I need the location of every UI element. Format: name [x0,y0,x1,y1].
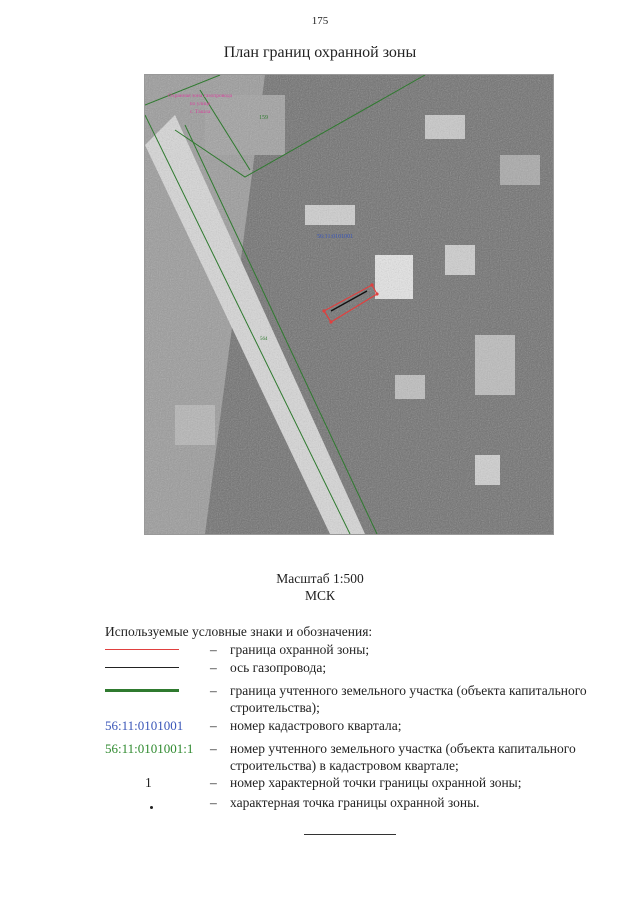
legend-title: Используемые условные знаки и обозначения: [105,624,373,639]
page-number: 175 [311,15,329,27]
legend-text: номер учтенного земельного участка (объекта капитального строительства) в кадастровом квартале; [230,741,576,773]
scale-block [0,570,640,604]
legend-text: ось газопровода; [230,660,327,675]
bottom-rule [304,834,396,835]
svg-text:по улице: по улице [189,101,211,107]
point-dot-symbol [150,806,153,809]
black-line-symbol [105,667,179,668]
green-line-symbol [105,689,179,692]
legend-text: характерная точка границы охранной зоны. [230,795,480,810]
parcel-number-sample: 56:11:0101001:1 [105,741,194,756]
aerial-map [144,74,554,535]
quarter-number-sample: 56:11:0101001 [105,718,184,733]
coordinate-system: МСК [304,588,335,603]
legend-text: номер характерной точки границы охранной зоны; [230,775,522,790]
parcel-label-top: 159 [259,115,268,121]
page-title: План границ охранной зоны [223,44,417,61]
legend-text: граница охранной зоны; [230,642,370,657]
red-line-symbol [105,649,179,650]
point-number-sample: 1 [145,775,152,790]
scale-label: Масштаб 1:500 [276,571,364,586]
quarter-label: 56:11:0101001 [317,234,354,240]
legend-text: номер кадастрового квартала; [230,718,402,733]
svg-text:с. Ташла: с. Ташла [189,109,211,115]
road-label: 564 [260,337,268,342]
legend-text: граница учтенного земельного участка (объекта капитального строительства); [230,683,587,715]
svg-text:Охранная зона газопровода: Охранная зона газопровода [167,93,233,99]
